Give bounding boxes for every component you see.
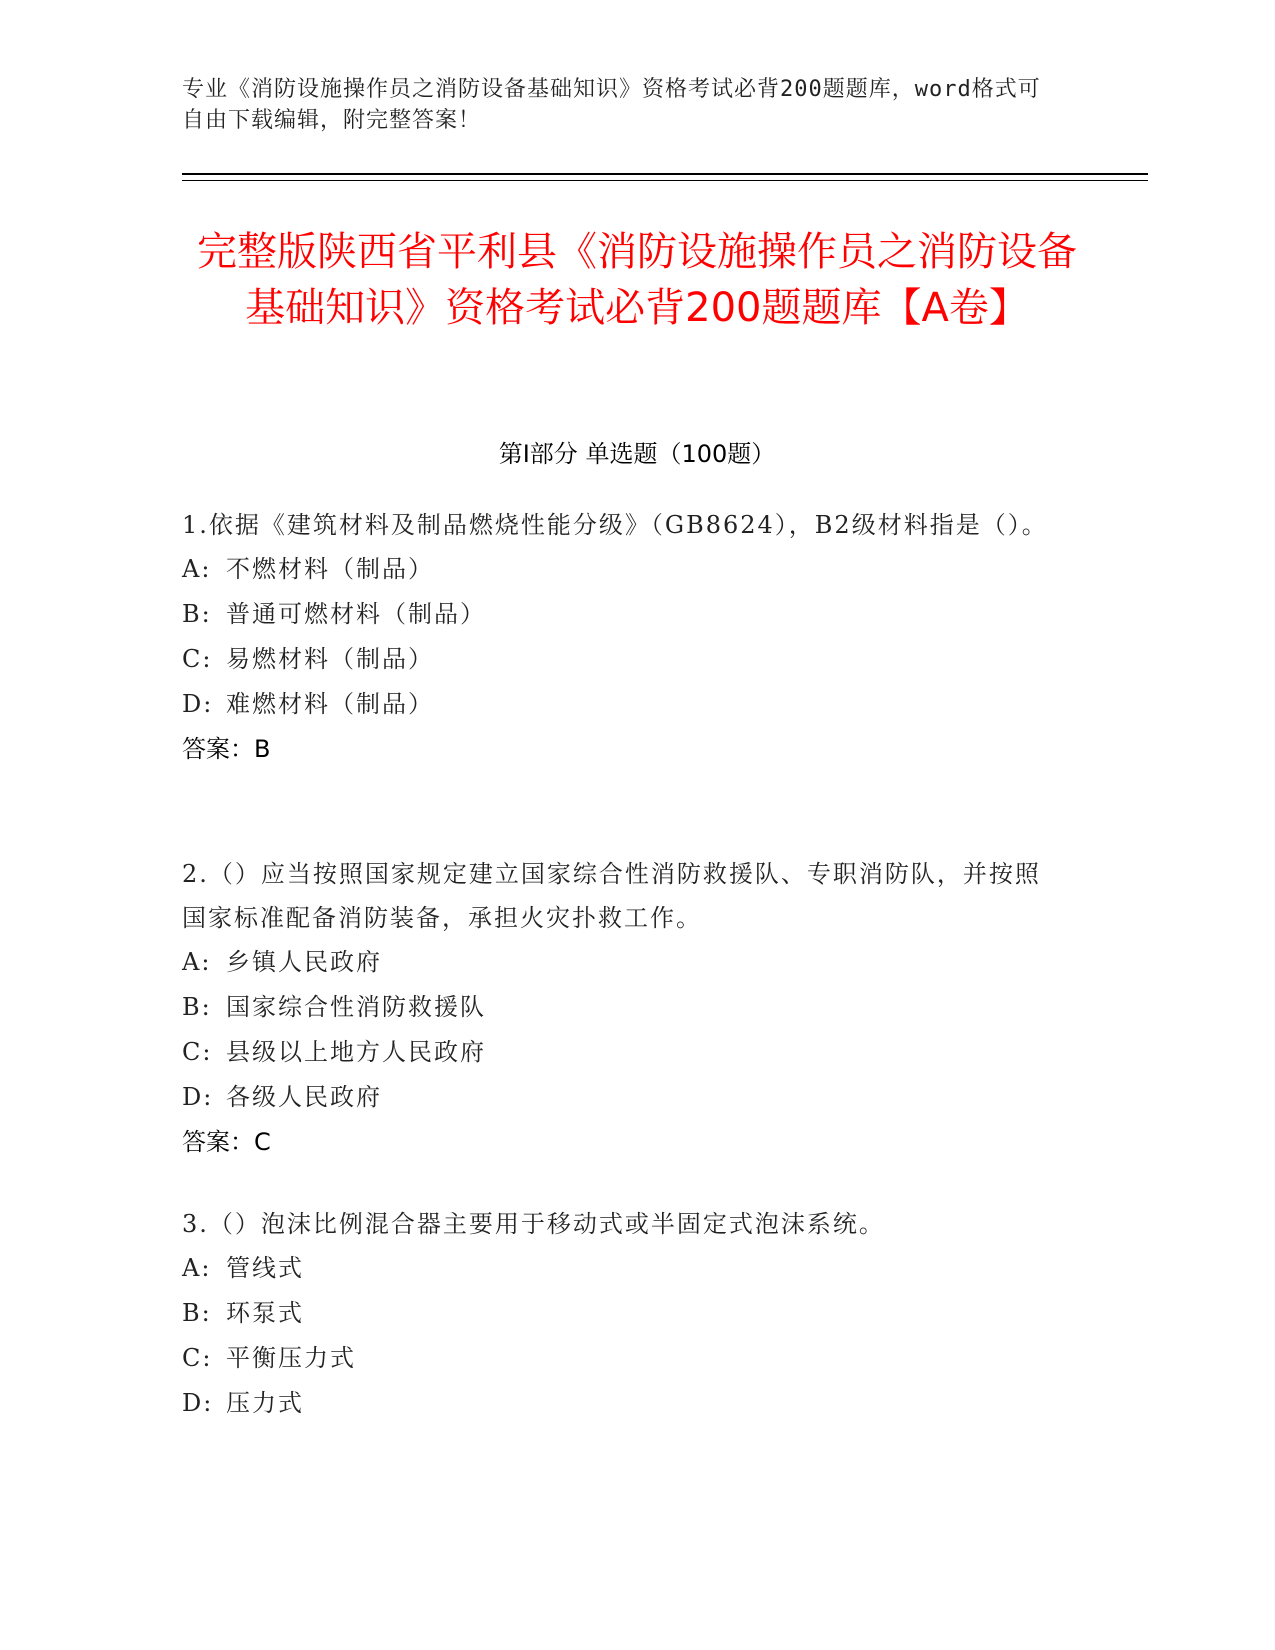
option-a: [182, 547, 1062, 592]
option-b: [182, 985, 1062, 1030]
option-text: 平衡压力式: [226, 1344, 356, 1372]
option-d: [182, 682, 1062, 727]
header-divider-thin: [182, 180, 1148, 181]
option-text: 易燃材料（制品）: [226, 645, 434, 673]
document-title: 完整版陕西省平利县《消防设施操作员之消防设备基础知识》资格考试必背200题题库【A卷】: [197, 229, 1077, 331]
question-stem: 2.（）应当按照国家规定建立国家综合性消防救援队、专职消防队，并按照国家标准配备消防装备，承担火灾扑救工作。: [182, 860, 1041, 932]
option-text: 环泵式: [226, 1299, 304, 1327]
section-heading: 第Ⅰ部分 单选题（100题）: [498, 440, 776, 468]
option-letter: D:: [182, 1083, 214, 1111]
question-stem: 1.依据《建筑材料及制品燃烧性能分级》（GB8624），B2级材料指是（）。: [182, 511, 1048, 539]
option-letter: B:: [182, 1299, 212, 1327]
option-text: 普通可燃材料（制品）: [226, 600, 486, 628]
option-d: [182, 1381, 1062, 1426]
question-2: [182, 852, 1062, 1165]
option-text: 压力式: [226, 1389, 304, 1417]
option-text: 乡镇人民政府: [226, 948, 382, 976]
option-letter: A:: [182, 948, 212, 976]
question-3: [182, 1202, 1062, 1426]
option-text: 不燃材料（制品）: [226, 555, 434, 583]
option-c: [182, 1336, 1062, 1381]
option-letter: D:: [182, 1389, 214, 1417]
option-letter: C:: [182, 1038, 213, 1066]
answer: 答案：C: [182, 1128, 271, 1156]
option-a: [182, 1246, 1062, 1291]
option-letter: B:: [182, 993, 212, 1021]
option-d: [182, 1075, 1062, 1120]
option-c: [182, 637, 1062, 682]
option-letter: D:: [182, 690, 214, 718]
option-text: 管线式: [226, 1254, 304, 1282]
option-text: 各级人民政府: [226, 1083, 382, 1111]
header-divider-thick: [182, 173, 1148, 175]
option-text: 国家综合性消防救援队: [226, 993, 486, 1021]
answer: 答案：B: [182, 735, 271, 763]
option-text: 县级以上地方人民政府: [226, 1038, 486, 1066]
option-b: [182, 1291, 1062, 1336]
option-letter: C:: [182, 1344, 213, 1372]
option-c: [182, 1030, 1062, 1075]
option-text: 难燃材料（制品）: [226, 690, 434, 718]
question-stem: 3.（）泡沫比例混合器主要用于移动式或半固定式泡沫系统。: [182, 1210, 885, 1238]
option-letter: C:: [182, 645, 213, 673]
option-letter: A:: [182, 555, 212, 583]
option-b: [182, 592, 1062, 637]
question-1: [182, 503, 1062, 772]
header-note: 专业《消防设施操作员之消防设备基础知识》资格考试必背200题题库，word格式可自由下载编辑，附完整答案！: [182, 77, 1041, 133]
option-a: [182, 940, 1062, 985]
option-letter: A:: [182, 1254, 212, 1282]
option-letter: B:: [182, 600, 212, 628]
